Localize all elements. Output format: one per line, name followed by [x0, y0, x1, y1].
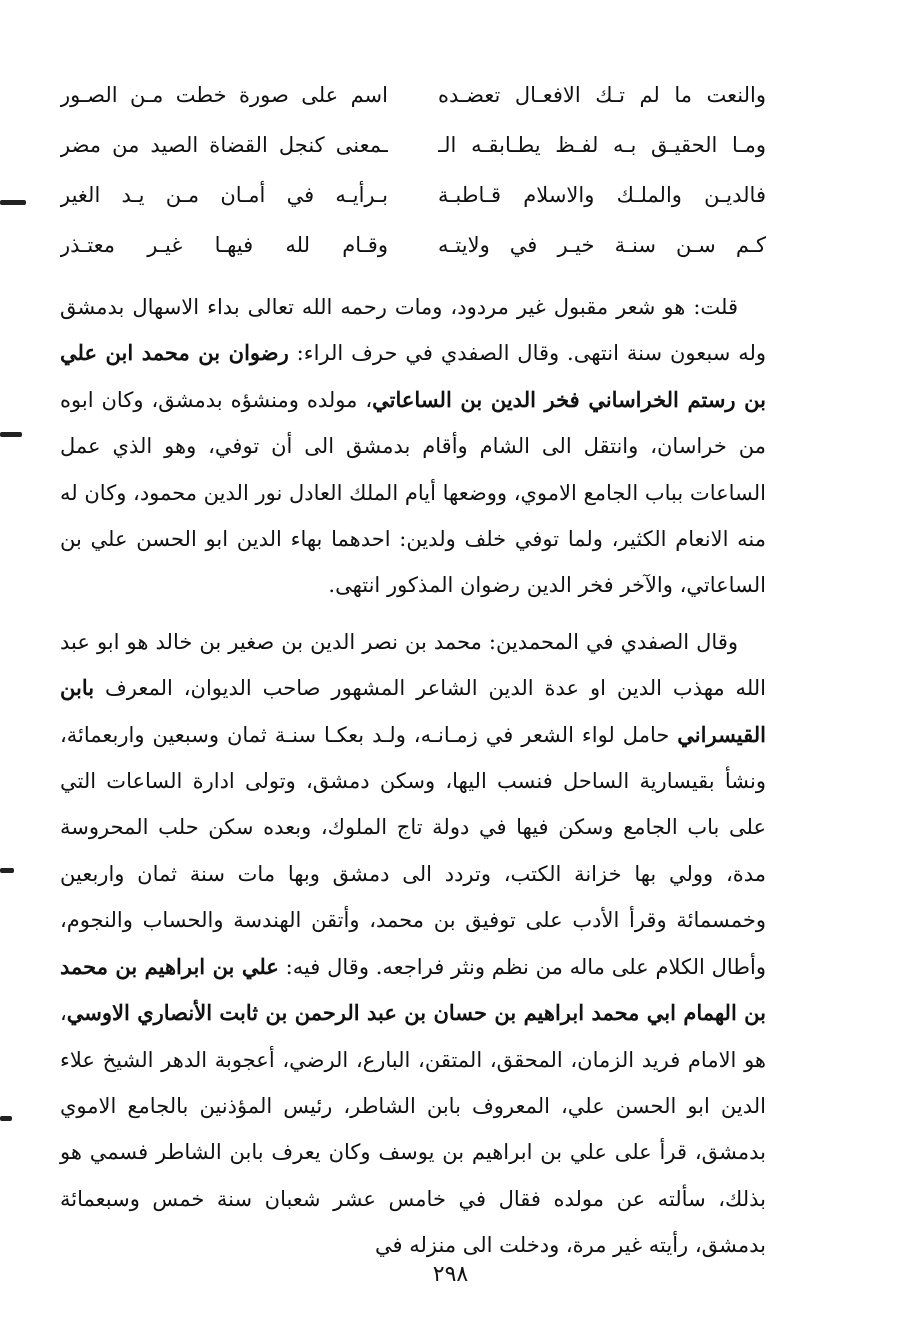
verse-2-first-hemistich: ومـا الحقيـق بـه لفـظ يطـابقـه الـ	[438, 133, 766, 157]
bold-name-radwan: رضوان بن محمد ابن علي بن رستم الخراساني فخر الدين بن الساعاتي	[60, 340, 766, 412]
verse-4-first-hemistich: كـم سـن سنـة خيـر في ولايتـه	[438, 233, 766, 257]
paragraph-text: ، هو الامام فريد الزمان، المحقق، المتقن، البارع، الرضي، أعجوبة الدهر الشيخ علاء الدين ابو الحسن علي، المعروف بابن الشاطر، رئيس المؤذنين بالجامع الاموي بدمشق، قرأ على علي بن ابراهيم بن يوسف وكان يعرف بابن الشاطر فسمي هو بذلك، سألته عن مولده فقال في خامس عشر شعبان سنة خمس وسبعمائة بدمشق، رأيته غير مرة، ودخلت الى منزله في	[60, 1001, 766, 1258]
bold-name-qaysarani: بابن القيسراني	[60, 675, 766, 747]
margin-mark	[0, 432, 22, 437]
bold-name-ibn-shatir: علي بن ابراهيم بن محمد بن الهمام ابي محمد ابراهيم بن حسان بن عبد الرحمن بن ثابت الأنصاري الاوسي	[60, 953, 766, 1026]
paragraph-text: حامل لواء الشعر في زمـانـه، ولـد بعكـا سنـة ثمان وسبعين واربعمائة، ونشأ بقيسارية الساحل فنسب اليها، وسكن دمشق، وتولى ادارة الساعات التي على باب الجامع وسكن فيها في دولة تاج الملوك، وبعده سكن حلب المحروسة مدة، وولي بها خزانة الكتب، وتردد الى دمشق وبها مات سنة ثمان واربعين وخمسمائة وقرأ الأدب على توفيق بن محمد، وأتقن الهندسة والحساب والنجوم، وأطال الكلام على ماله من نظم ونثر فراجعه. وقال فيه:	[60, 722, 766, 979]
paragraph-text: ، مولده ومنشؤه بدمشق، وكان ابوه من خراسان، وانتقل الى الشام وأقام بدمشق الى أن توفي، وهو الذي عمل الساعات بباب الجامع الاموي، ووضعها أيام الملك العادل نور الدين محمود، وكان له منه الانعام الكثير، ولما توفي خلف ولدين: احدهما بهاء الدين ابو الحسن علي بن الساعاتي، والآخر فخر الدين رضوان المذكور انتهى.	[60, 387, 766, 598]
verse-3-first-hemistich: فالديـن والملـك والاسلام قـاطبـة	[438, 183, 766, 207]
poem-verses	[60, 70, 766, 270]
page-number: ٢٩٨	[432, 1262, 469, 1287]
paragraph-qaysarani	[60, 619, 766, 1269]
verse-3-second-hemistich: بـرأيـه في أمـان مـن يـد الغير	[60, 183, 388, 207]
paragraph-text: قلت: هو شعر مقبول غير مردود، ومات رحمه الله تعالى بداء الاسهال بدمشق وله سبعون سنة انتهى. وقال الصفدي في حرف الراء:	[60, 295, 766, 366]
paragraph-text: وقال الصفدي في المحمدين: محمد بن نصر الدين بن صغير بن خالد هو ابو عبد الله مهذب الدين او عدة الدين الشاعر المشهور صاحب الديوان، المعرف	[60, 629, 766, 701]
verse-2-second-hemistich: ـمعنى كنجل القضاة الصيد من مضر	[60, 133, 388, 157]
margin-mark	[0, 200, 26, 205]
verse-1-first-hemistich: والنعت ما لم تـك الافعـال تعضـده	[438, 83, 766, 107]
page-body	[60, 70, 766, 1320]
verse-1-second-hemistich: اسم على صورة خطت مـن الصـور	[60, 83, 388, 107]
margin-mark	[0, 1116, 12, 1121]
paragraph-radwan	[60, 284, 766, 609]
margin-mark	[0, 868, 14, 873]
verse-4-second-hemistich: وقـام لله فيهـا غيـر معتـذر	[60, 233, 388, 257]
